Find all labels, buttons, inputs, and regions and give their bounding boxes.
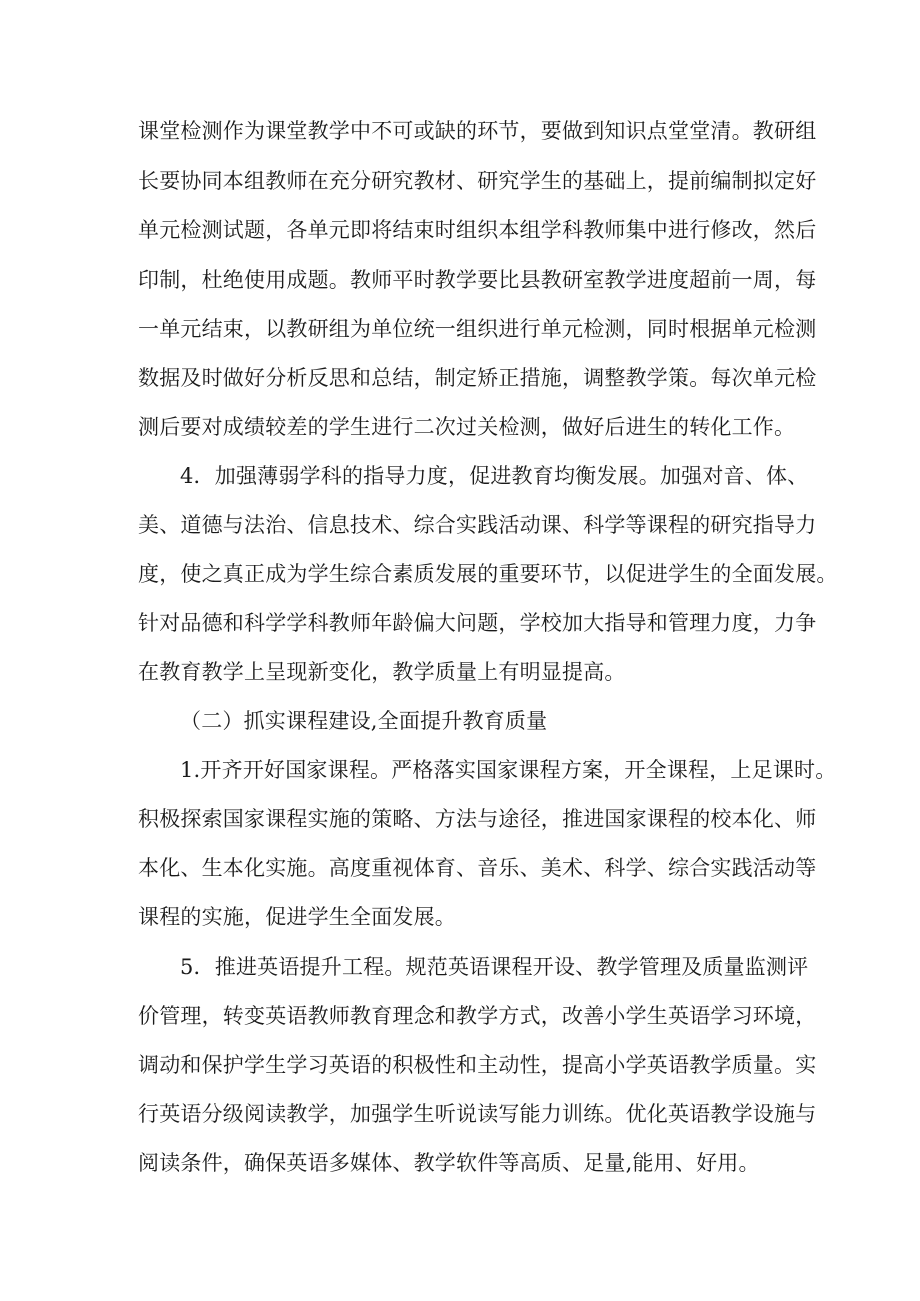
paragraph-line: 长要协同本组教师在充分研究教材、研究学生的基础上，提前编制拟定好 [138, 169, 817, 193]
paragraph-line: 价管理，转变英语教师教育理念和教学方式，改善小学生英语学习环境， [138, 1004, 817, 1028]
paragraph-line: 1.开齐开好国家课程。严格落实国家课程方案，开全课程，上足课时。 [180, 758, 837, 782]
paragraph-line: 数据及时做好分析反思和总结，制定矫正措施，调整教学策。每次单元检 [138, 366, 817, 390]
paragraph-line: 美、道德与法治、信息技术、综合实践活动课、科学等课程的研究指导力 [138, 513, 817, 537]
paragraph-line: 度，使之真正成为学生综合素质发展的重要环节，以促进学生的全面发展。 [138, 562, 838, 586]
paragraph-line: 5．推进英语提升工程。规范英语课程开设、教学管理及质量监测评 [180, 955, 809, 979]
section-heading: （二）抓实课程建设,全面提升教育质量 [180, 709, 548, 733]
paragraph-line: 课堂检测作为课堂教学中不可或缺的环节，要做到知识点堂堂清。教研组 [138, 119, 817, 143]
paragraph-line: 单元检测试题，各单元即将结束时组织本组学科教师集中进行修改，然后 [138, 218, 817, 242]
paragraph-line: 行英语分级阅读教学，加强学生听说读写能力训练。优化英语教学设施与 [138, 1102, 817, 1126]
paragraph-line: 4．加强薄弱学科的指导力度，促进教育均衡发展。加强对音、体、 [180, 464, 809, 488]
paragraph-line: 针对品德和科学学科教师年龄偏大问题，学校加大指导和管理力度，力争 [138, 611, 817, 635]
paragraph-line: 印制，杜绝使用成题。教师平时教学要比县教研室教学进度超前一周，每 [138, 268, 817, 292]
paragraph-line: 在教育教学上呈现新变化，教学质量上有明显提高。 [138, 660, 626, 684]
paragraph-line: 本化、生本化实施。高度重视体育、音乐、美术、科学、综合实践活动等 [138, 856, 817, 880]
paragraph-line: 阅读条件，确保英语多媒体、教学软件等高质、足量,能用、好用。 [138, 1151, 760, 1175]
paragraph-line: 课程的实施，促进学生全面发展。 [138, 905, 456, 929]
paragraph-line: 调动和保护学生学习英语的积极性和主动性，提高小学英语教学质量。实 [138, 1053, 817, 1077]
paragraph-line: 测后要对成绩较差的学生进行二次过关检测，做好后进生的转化工作。 [138, 415, 796, 439]
paragraph-line: 一单元结束，以教研组为单位统一组织进行单元检测，同时根据单元检测 [138, 317, 817, 341]
paragraph-line: 积极探索国家课程实施的策略、方法与途径，推进国家课程的校本化、师 [138, 807, 817, 831]
